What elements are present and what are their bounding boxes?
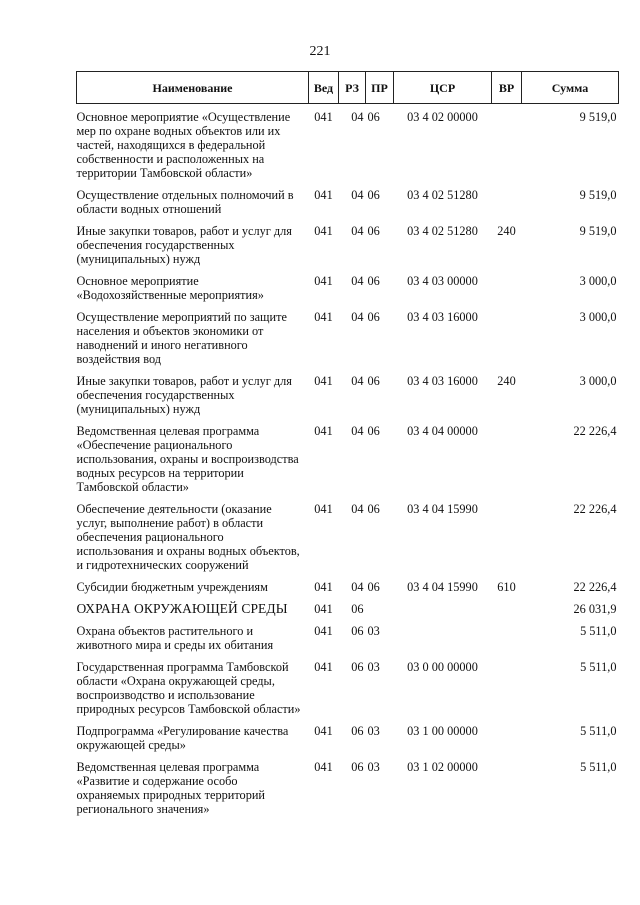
- cell-sum: 9 519,0: [579, 110, 617, 124]
- cell-name: Ведомственная целевая программа «Развитие и содержание особо охраняемых природных территорий регионального значения»: [76, 760, 266, 816]
- cell-vr: [492, 724, 522, 760]
- cell-csr: 03 4 04 15990: [407, 580, 478, 594]
- cell-name: Иные закупки товаров, работ и услуг для обеспечения государственных (муниципальных) нужд: [76, 224, 292, 266]
- cell-rz: 04: [351, 310, 364, 324]
- cell-vr: [492, 424, 522, 502]
- cell-name: Основное мероприятие «Осуществление мер по охране водных объектов или их частей, находящихся в федеральной собственности и расположенных на территории Тамбовской области»: [76, 110, 291, 180]
- cell-name: Ведомственная целевая программа «Обеспечение рационального использования, охраны и воспроизводства водных ресурсов на территории Тамбовской области»: [76, 424, 299, 494]
- table-row: [77, 224, 619, 274]
- cell-vr: 240: [497, 224, 516, 238]
- cell-ved: 041: [314, 760, 333, 774]
- cell-ved: 041: [314, 602, 333, 616]
- cell-name: Осуществление мероприятий по защите населения и объектов экономики от наводнений и иного негативного воздействия вод: [76, 310, 287, 366]
- cell-rz: 06: [351, 602, 364, 616]
- cell-vr: [492, 760, 522, 824]
- cell-vr: 610: [497, 580, 516, 594]
- cell-pr: 06: [367, 274, 380, 288]
- cell-name: Иные закупки товаров, работ и услуг для обеспечения государственных (муниципальных) нужд: [76, 374, 292, 416]
- cell-name: Субсидии бюджетным учреждениям: [76, 580, 268, 594]
- cell-csr: 03 4 02 00000: [407, 110, 478, 124]
- cell-name: Основное мероприятие «Водохозяйственные мероприятия»: [76, 274, 264, 302]
- cell-ved: 041: [314, 660, 333, 674]
- table-row: [77, 660, 619, 724]
- cell-sum: 26 031,9: [573, 602, 617, 616]
- cell-sum: 5 511,0: [580, 624, 617, 638]
- cell-pr: 03: [367, 624, 380, 638]
- cell-pr: 06: [367, 110, 380, 124]
- cell-ved: 041: [314, 274, 333, 288]
- cell-pr: [366, 602, 394, 624]
- cell-csr: 03 4 03 00000: [407, 274, 478, 288]
- cell-name: Осуществление отдельных полномочий в области водных отношений: [76, 188, 294, 216]
- cell-csr: 03 4 02 51280: [407, 188, 478, 202]
- cell-csr: [394, 624, 492, 660]
- cell-vr: 240: [497, 374, 516, 388]
- cell-ved: 041: [314, 188, 333, 202]
- header-vr: ВР: [492, 72, 522, 104]
- table-row: [77, 624, 619, 660]
- cell-rz: 04: [351, 424, 364, 438]
- cell-csr: [394, 602, 492, 624]
- cell-vr: [492, 660, 522, 724]
- cell-csr: 03 4 04 00000: [407, 424, 478, 438]
- cell-sum: 22 226,4: [573, 424, 617, 438]
- cell-vr: [492, 188, 522, 224]
- cell-pr: 06: [367, 502, 380, 516]
- cell-rz: 04: [351, 502, 364, 516]
- cell-pr: 06: [367, 310, 380, 324]
- cell-vr: [492, 502, 522, 580]
- cell-csr: 03 4 02 51280: [407, 224, 478, 238]
- cell-rz: 06: [351, 760, 364, 774]
- cell-ved: 041: [314, 424, 333, 438]
- cell-name: Подпрограмма «Регулирование качества окружающей среды»: [76, 724, 289, 752]
- table-row: [77, 724, 619, 760]
- budget-table: [76, 71, 619, 824]
- cell-sum: 9 519,0: [579, 188, 617, 202]
- cell-ved: 041: [314, 502, 333, 516]
- cell-sum: 22 226,4: [573, 580, 617, 594]
- cell-name: Обеспечение деятельности (оказание услуг, выполнение работ) в области обеспечения рационального использования и охраны водных объектов, и гидротехнических сооружений: [76, 502, 300, 572]
- header-csr: ЦСР: [394, 72, 492, 104]
- cell-sum: 5 511,0: [580, 724, 617, 738]
- cell-pr: 06: [367, 188, 380, 202]
- cell-rz: 04: [351, 110, 364, 124]
- cell-csr: 03 1 00 00000: [407, 724, 478, 738]
- cell-rz: 04: [351, 580, 364, 594]
- cell-sum: 3 000,0: [579, 374, 617, 388]
- table-header-row: [77, 72, 619, 104]
- header-rz: РЗ: [339, 72, 366, 104]
- cell-csr: 03 1 02 00000: [407, 760, 478, 774]
- cell-pr: 03: [367, 660, 380, 674]
- table-row: [77, 580, 619, 602]
- cell-pr: 06: [367, 424, 380, 438]
- cell-sum: 22 226,4: [573, 502, 617, 516]
- table-row: [77, 310, 619, 374]
- header-ved: Вед: [309, 72, 339, 104]
- cell-name: Государственная программа Тамбовской области «Охрана окружающей среды, воспроизводство и использование природных ресурсов Тамбовской области»: [76, 660, 301, 716]
- table-row: [77, 424, 619, 502]
- cell-csr: 03 4 03 16000: [407, 374, 478, 388]
- cell-vr: [492, 310, 522, 374]
- cell-sum: 5 511,0: [580, 660, 617, 674]
- header-name: Наименование: [77, 72, 309, 104]
- cell-sum: 3 000,0: [579, 274, 617, 288]
- cell-pr: 03: [367, 760, 380, 774]
- table-row: [77, 274, 619, 310]
- page-number: 221: [309, 44, 331, 59]
- table-row: [77, 502, 619, 580]
- cell-ved: 041: [314, 724, 333, 738]
- cell-csr: 03 4 03 16000: [407, 310, 478, 324]
- cell-name: ОХРАНА ОКРУЖАЮЩЕЙ СРЕДЫ: [76, 601, 288, 616]
- cell-vr: [492, 602, 522, 624]
- cell-rz: 04: [351, 374, 364, 388]
- table-row: [77, 760, 619, 824]
- cell-csr: 03 4 04 15990: [407, 502, 478, 516]
- cell-ved: 041: [314, 224, 333, 238]
- cell-ved: 041: [314, 580, 333, 594]
- cell-vr: [492, 624, 522, 660]
- cell-sum: 5 511,0: [580, 760, 617, 774]
- cell-rz: 04: [351, 274, 364, 288]
- cell-rz: 06: [351, 624, 364, 638]
- cell-sum: 3 000,0: [579, 310, 617, 324]
- cell-ved: 041: [314, 310, 333, 324]
- table-row: [77, 374, 619, 424]
- cell-rz: 06: [351, 724, 364, 738]
- table-row: [77, 602, 619, 624]
- cell-pr: 03: [367, 724, 380, 738]
- cell-rz: 04: [351, 188, 364, 202]
- cell-pr: 06: [367, 580, 380, 594]
- cell-ved: 041: [314, 624, 333, 638]
- cell-rz: 06: [351, 660, 364, 674]
- cell-name: Охрана объектов растительного и животного мира и среды их обитания: [76, 624, 274, 652]
- table-row: [77, 188, 619, 224]
- header-sum: Сумма: [522, 72, 619, 104]
- header-pr: ПР: [366, 72, 394, 104]
- cell-csr: 03 0 00 00000: [407, 660, 478, 674]
- cell-pr: 06: [367, 224, 380, 238]
- cell-rz: 04: [351, 224, 364, 238]
- cell-vr: [492, 104, 522, 189]
- cell-ved: 041: [314, 110, 333, 124]
- cell-pr: 06: [367, 374, 380, 388]
- cell-ved: 041: [314, 374, 333, 388]
- cell-vr: [492, 274, 522, 310]
- cell-sum: 9 519,0: [579, 224, 617, 238]
- table-row: [77, 104, 619, 189]
